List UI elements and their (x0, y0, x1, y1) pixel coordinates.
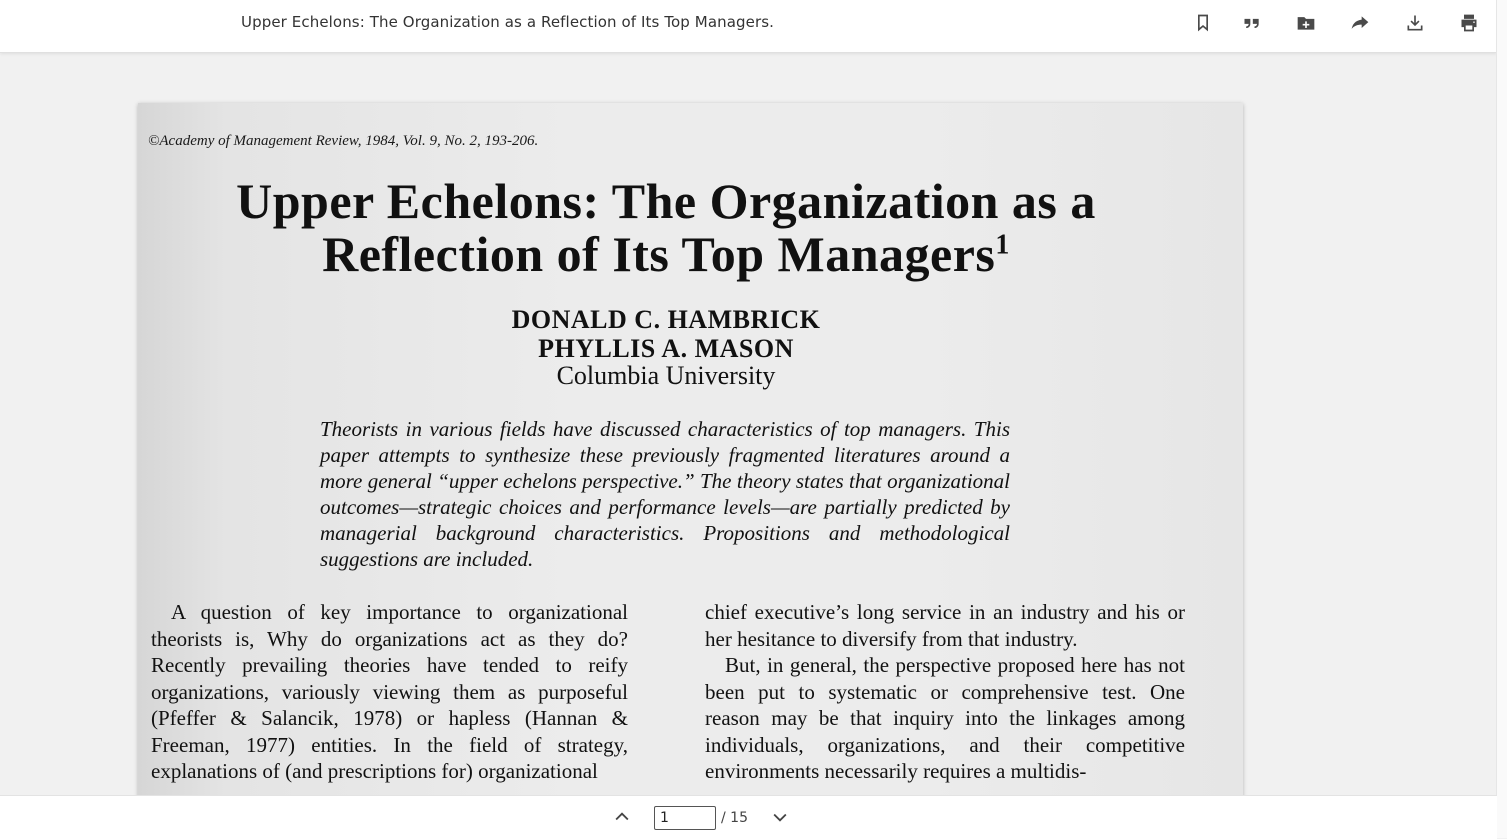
document-viewer[interactable] (0, 53, 1497, 795)
document-title: Upper Echelons: The Organization as a Reflection of Its Top Managers. (241, 13, 775, 31)
page-number-input[interactable] (654, 806, 716, 830)
article-title-line-2 (138, 228, 1194, 281)
add-to-folder-button[interactable] (1293, 10, 1319, 36)
cite-button[interactable] (1239, 10, 1265, 36)
article-title-line-2-text: Reflection of Its Top Managers (322, 226, 996, 282)
author-1: DONALD C. HAMBRICK (511, 305, 821, 334)
title-footnote-marker: 1 (995, 229, 1010, 261)
scrollbar[interactable] (1496, 0, 1507, 838)
next-page-button[interactable] (767, 804, 793, 830)
affiliation: Columbia University (556, 361, 776, 390)
share-icon (1350, 13, 1370, 33)
chevron-down-icon (770, 807, 790, 827)
body-paragraph: chief executive’s long service in an industry and his or her hesitance to diversify from that industry. (705, 600, 1185, 651)
pdf-page (138, 103, 1243, 795)
add-to-folder-icon (1296, 13, 1316, 33)
page-navigation-bar (0, 795, 1497, 839)
body-column-right (705, 599, 1185, 785)
quote-icon (1242, 13, 1262, 33)
article-title (138, 175, 1194, 281)
download-icon (1405, 13, 1425, 33)
abstract: Theorists in various fields have discussed characteristics of top managers. This paper attempts to synthesize these previously fragmented literatures around a more general “upper echelons perspective.” The theory states that organizational outcomes—strategic choices and performance levels—are partially predicted by managerial background characteristics. Propositions and methodological suggestions are included. (320, 417, 1010, 571)
body-paragraph: A question of key importance to organizational theorists is, Why do organizations act as they do? Recently prevailing theories have tended to reify organizations, variously viewing them as purposeful (Pfeffer & Salancik, 1978) or hapless (Hannan & Freeman, 1977) entities. In the field of strategy, explanations of (and prescriptions for) organizational (151, 600, 628, 783)
previous-page-button[interactable] (609, 804, 635, 830)
journal-citation: ©Academy of Management Review, 1984, Vol. 9, No. 2, 193-206. (148, 133, 539, 149)
body-paragraph: But, in general, the perspective proposed here has not been put to systematic or comprehensive test. One reason may be that inquiry into the linkages among individuals, organizations, and their competitive environments necessarily requires a multidis- (705, 653, 1185, 783)
article-title-line-1: Upper Echelons: The Organization as a (236, 173, 1096, 229)
body-column-left (151, 599, 628, 785)
share-button[interactable] (1347, 10, 1373, 36)
viewer-toolbar (0, 0, 1497, 53)
chevron-up-icon (612, 807, 632, 827)
print-button[interactable] (1456, 10, 1482, 36)
download-button[interactable] (1402, 10, 1428, 36)
print-icon (1459, 13, 1479, 33)
page-total: / 15 (721, 810, 748, 826)
author-2: PHYLLIS A. MASON (538, 334, 794, 363)
bookmark-button[interactable] (1190, 10, 1216, 36)
bookmark-icon (1193, 13, 1213, 33)
